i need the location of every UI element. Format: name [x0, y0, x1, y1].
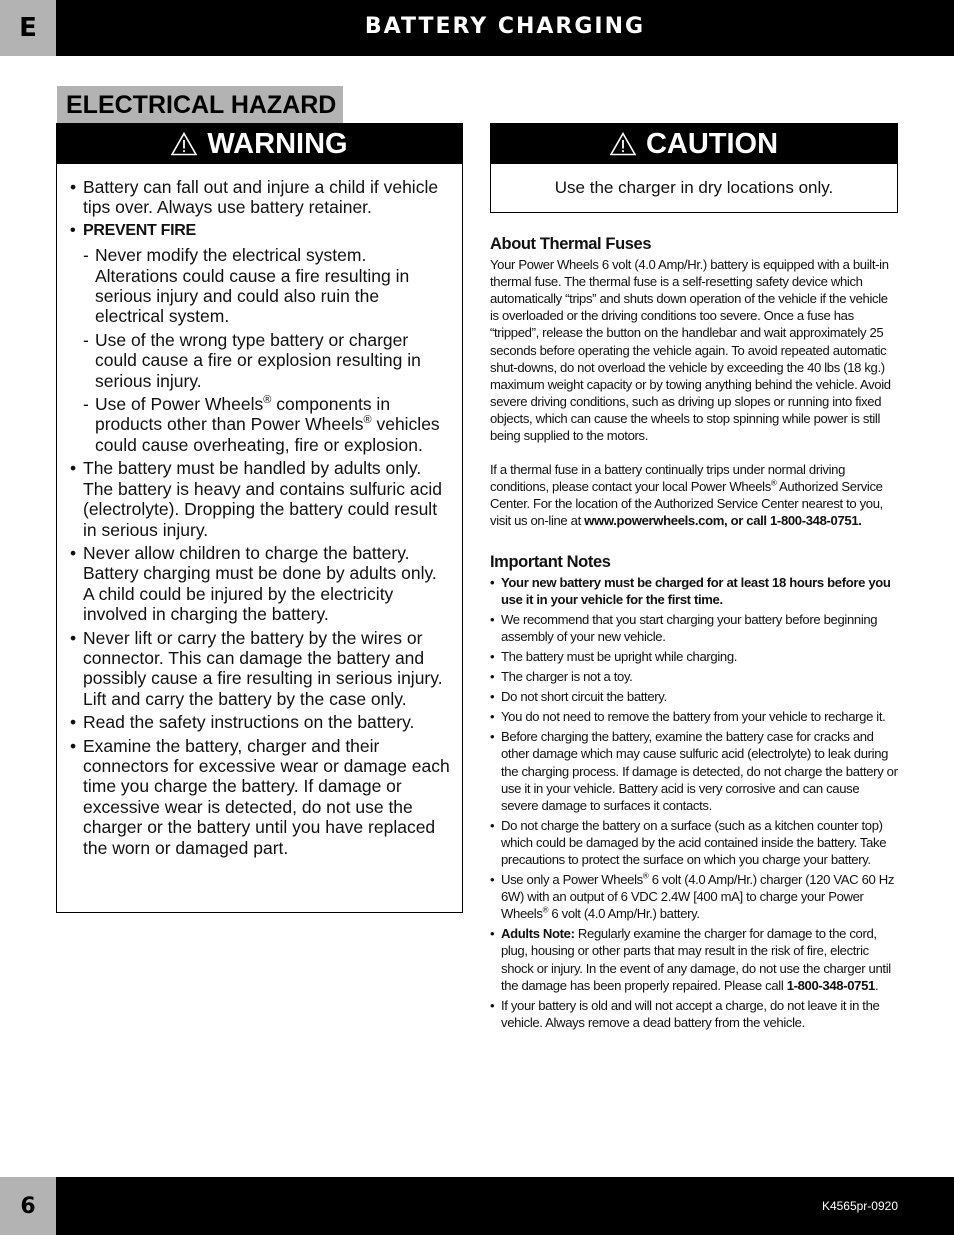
warning-item: • Battery can fall out and injure a child if vehicle tips over. Always use battery retainer.	[70, 177, 450, 218]
note-item: • We recommend that you start charging your battery before beginning assembly of your new vehicle.	[490, 611, 898, 645]
note-item: • If your battery is old and will not accept a charge, do not leave it in the vehicle. Always remove a dead battery from the vehicle.	[490, 997, 898, 1031]
text-span: 6 volt (4.0 Amp/Hr.) charger (120 VAC 60 Hz 6W) with an output of 6 VDC 2.4W [400 mA] to charge your Power Wheels	[501, 872, 895, 922]
text-span: Authorized Service Center. For the location of the Authorized Service Center nearest to you, visit us on-line at	[490, 479, 883, 529]
prevent-fire-item: - Never modify the electrical system. Alterations could cause a fire resulting in serious injury and could also ruin the electrical system.	[70, 245, 450, 327]
caution-box	[490, 123, 898, 213]
phone-number: 1-800-348-0751	[786, 977, 875, 993]
prevent-fire-heading: • PREVENT FIRE	[70, 221, 450, 241]
footer-bar	[0, 1177, 954, 1235]
note-item	[490, 925, 898, 993]
text-span: vehicles could cause overheating, fire or explosion.	[95, 414, 440, 455]
warning-triangle-icon	[171, 132, 197, 156]
note-item: • Do not short circuit the battery.	[490, 688, 898, 705]
note-item: • The charger is not a toy.	[490, 668, 898, 685]
language-tab: E	[0, 0, 56, 56]
warning-triangle-icon	[610, 132, 636, 156]
text-span: Use only a Power Wheels	[501, 872, 643, 888]
registered-mark: ®	[642, 871, 649, 881]
text-span: Regularly examine the charger for damage to the cord, plug, housing or other parts that may result in the risk of fire, electric shock or injury. In the event of any damage, do not use the charger until the damage has been properly repaired. Please call	[501, 926, 891, 993]
text-span: components in products other than Power Wheels	[95, 394, 391, 435]
warning-box	[56, 123, 463, 913]
note-item: • You do not need to remove the battery from your vehicle to recharge it.	[490, 708, 898, 725]
warning-title: WARNING	[207, 127, 348, 160]
prevent-fire-item	[70, 394, 450, 455]
registered-mark: ®	[263, 394, 272, 407]
thermal-paragraph	[490, 461, 898, 529]
note-item: • The battery must be upright while charging.	[490, 648, 898, 665]
caution-text: Use the charger in dry locations only.	[554, 178, 834, 197]
document-code: K4565pr-0920	[821, 1199, 898, 1213]
warning-item: • Never allow children to charge the battery. Battery charging must be done by adults only. A child could be injured by the electricity involved in charging the battery.	[70, 543, 450, 625]
right-column	[490, 236, 898, 1034]
warning-item: • The battery must be handled by adults only. The battery is heavy and contains sulfuric acid (electrolyte). Dropping the battery could result in serious injury.	[70, 458, 450, 540]
warning-item: • Examine the battery, charger and their connectors for excessive wear or damage each time you charge the battery. If damage or excessive wear is detected, do not use the charger or the battery until you have replaced the worn or damaged part.	[70, 736, 450, 858]
note-item: • Before charging the battery, examine the battery case for cracks and other damage which may cause sulfuric acid (electrolyte) to leak during the charging process. If damage is detected, do not charge the battery or use it in your vehicle. Battery acid is very corrosive and can cause severe damage to surfaces it contacts.	[490, 728, 898, 813]
text-span: 6 volt (4.0 Amp/Hr.) battery.	[548, 906, 700, 922]
thermal-fuses-title: About Thermal Fuses	[490, 235, 652, 253]
caution-title: CAUTION	[645, 127, 779, 160]
caution-header	[491, 124, 897, 164]
warning-body	[57, 164, 462, 858]
spacer	[490, 444, 898, 461]
contact-info: www.powerwheels.com, or call 1-800-348-0751.	[584, 513, 862, 529]
warning-header	[57, 124, 462, 164]
warning-item: • Read the safety instructions on the battery.	[70, 712, 450, 732]
important-notes-title: Important Notes	[490, 552, 611, 571]
registered-mark: ®	[363, 414, 372, 427]
text-span: If a thermal fuse in a battery continually trips under normal driving conditions, please contact your local Power Wheels	[490, 462, 846, 495]
adults-note-label: Adults Note:	[501, 926, 575, 942]
warning-item: • Never lift or carry the battery by the wires or connector. This can damage the battery and possibly cause a fire resulting in serious injury. Lift and carry the battery by the case only.	[70, 628, 450, 710]
prevent-fire-item: - Use of the wrong type battery or charger could cause a fire or explosion resulting in serious injury.	[70, 330, 450, 391]
text-span: Use of Power Wheels	[95, 394, 264, 415]
spacer	[490, 530, 898, 554]
text-span: .	[874, 977, 879, 993]
page-title: BATTERY CHARGING	[364, 13, 646, 39]
thermal-paragraph: Your Power Wheels 6 volt (4.0 Amp/Hr.) battery is equipped with a built-in thermal fuse. The thermal fuse is a self-resetting safety device which automatically “trips” and shuts down operation of the vehicle if the vehicle is overloaded or the driving conditions too severe. Once a fuse has “tripped”, release the button on the handlebar and wait approximately 25 seconds before operating the vehicle again. To avoid repeated automatic shut-downs, do not overload the vehicle by exceeding the 40 lbs (18 kg.) maximum weight capacity or by towing anything behind the vehicle. Avoid severe driving conditions, such as driving up slopes or running into fixed objects, which can cause the wheels to stop spinning while power is still being supplied to the motors.	[490, 257, 891, 444]
registered-mark: ®	[770, 478, 777, 488]
note-item: • Your new battery must be charged for at least 18 hours before you use it in your vehicle for the first time.	[490, 574, 898, 608]
note-item: • Do not charge the battery on a surface (such as a kitchen counter top) which could be damaged by the acid contained inside the battery. Take precautions to protect the surface on which you charge your battery.	[490, 817, 898, 868]
page-number: 6	[0, 1177, 56, 1235]
note-item	[490, 871, 898, 922]
hazard-title: ELECTRICAL HAZARD	[57, 86, 343, 124]
registered-mark: ®	[542, 905, 549, 915]
